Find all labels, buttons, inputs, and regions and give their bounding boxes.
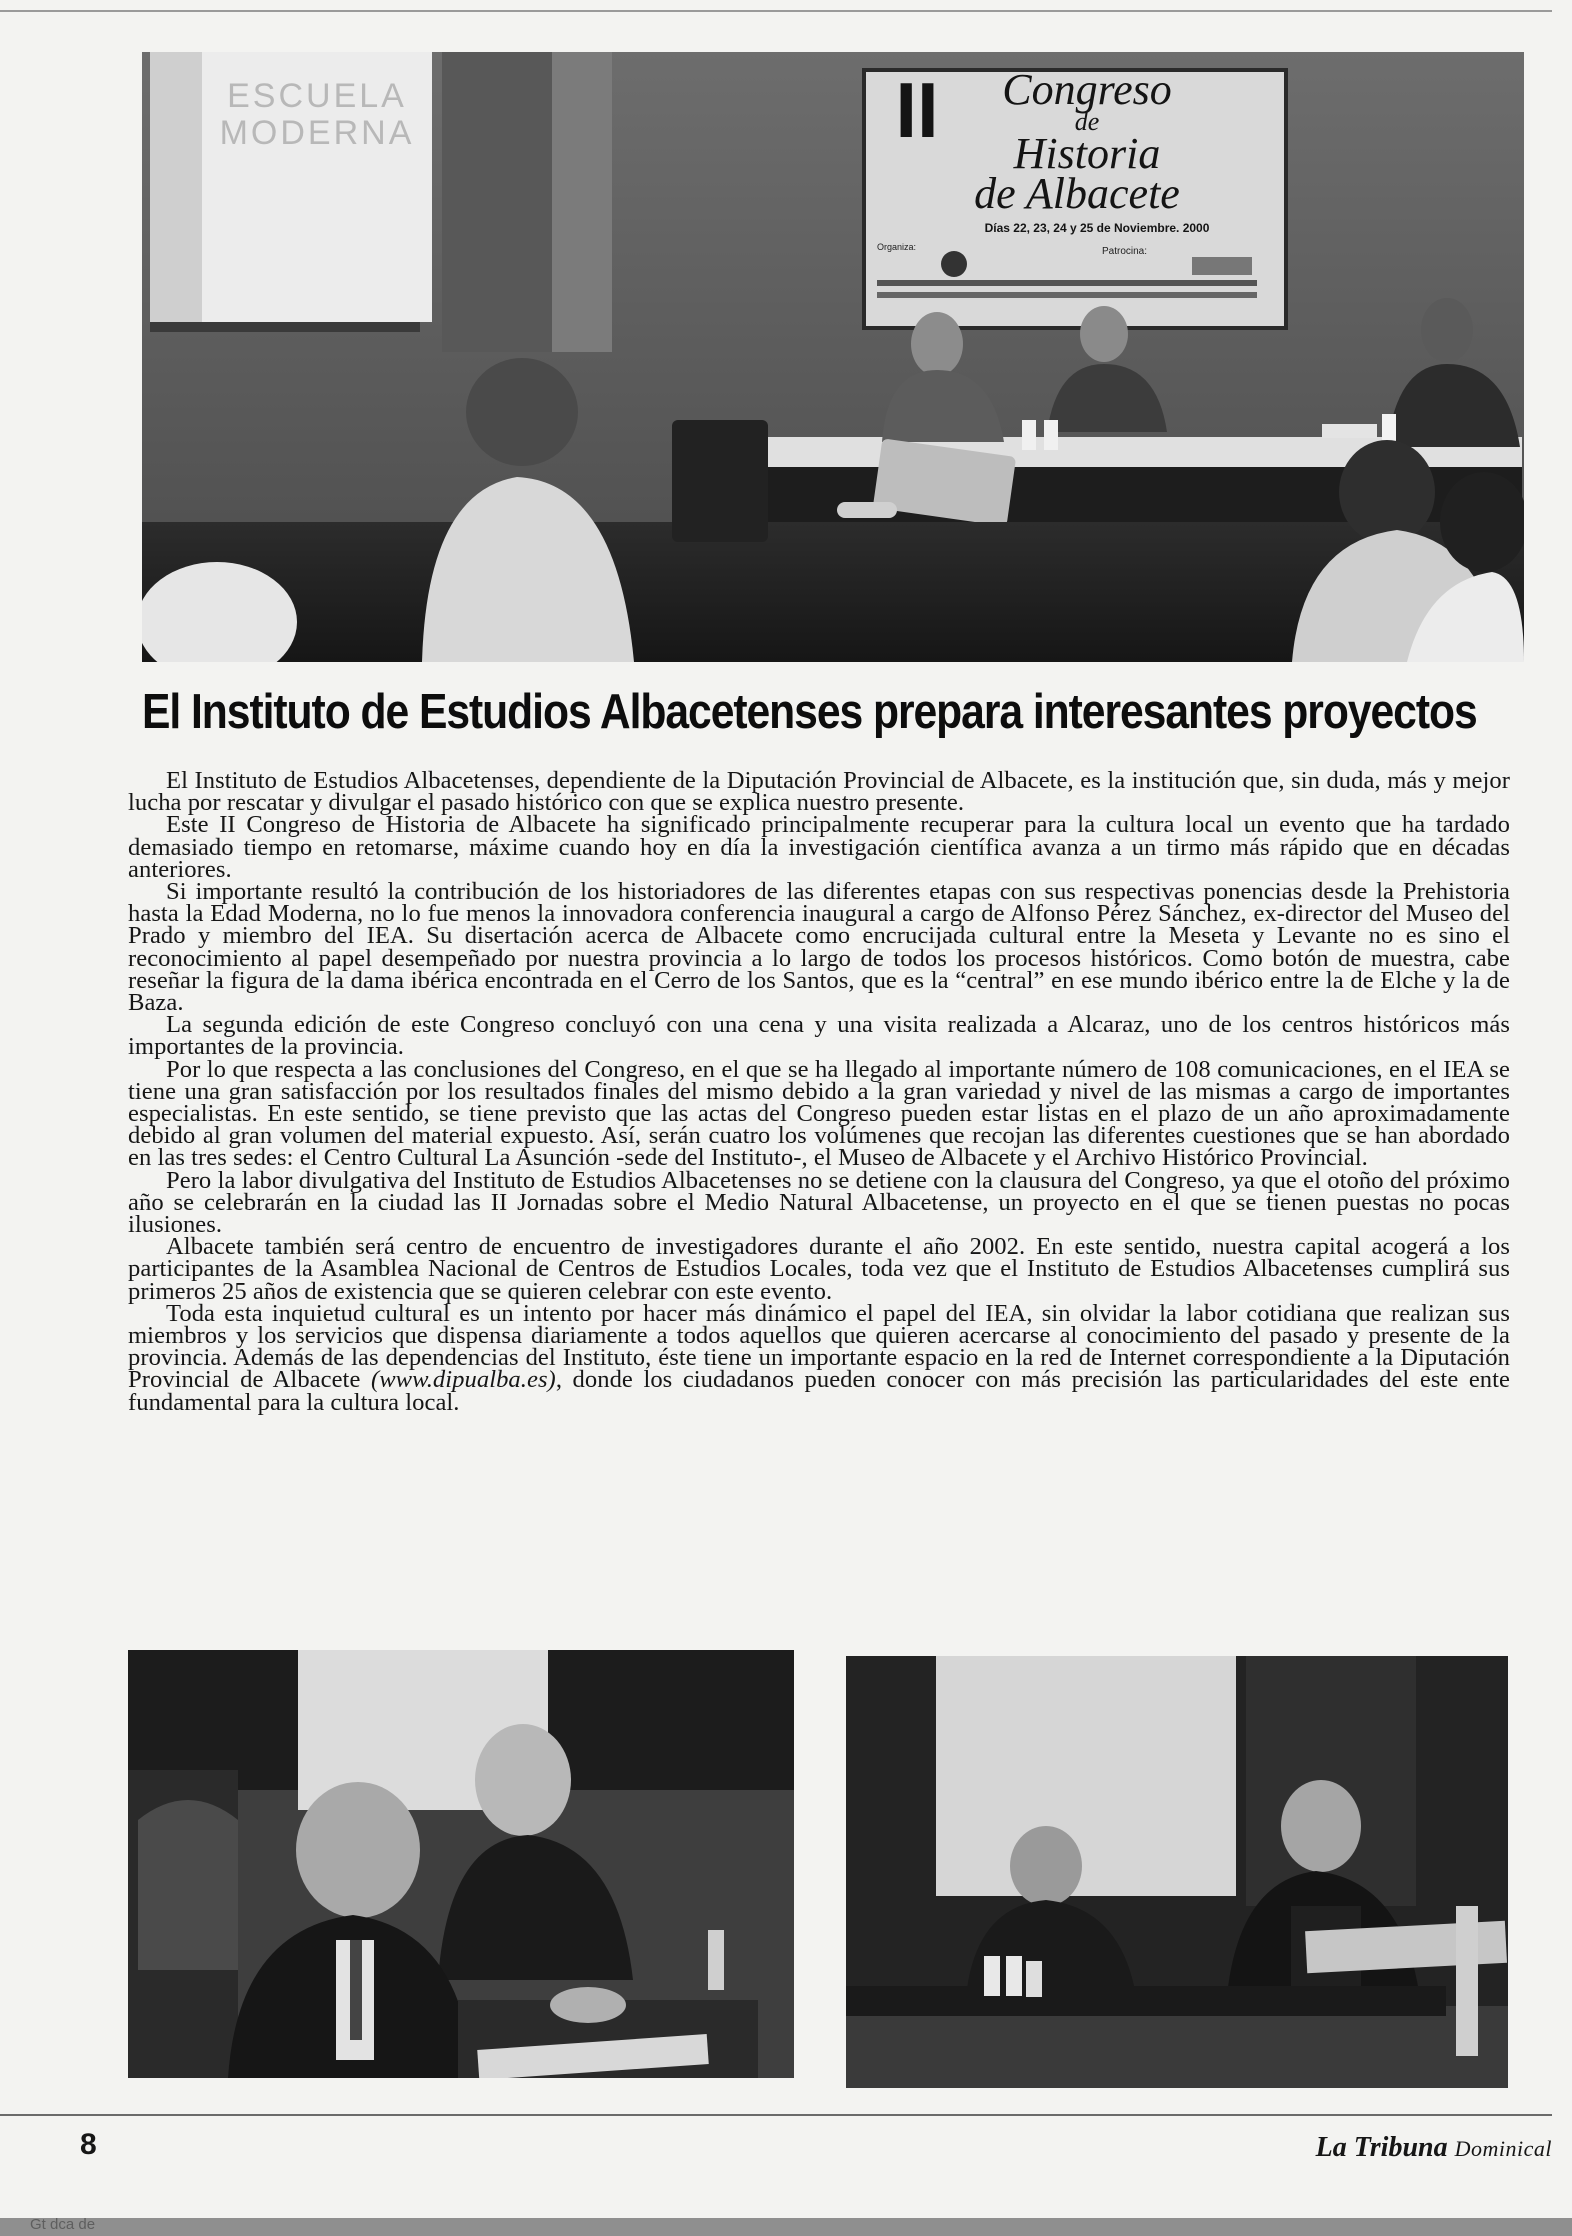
congress-photo-drawing <box>142 52 1524 662</box>
publication-name: La Tribuna <box>1315 2132 1448 2163</box>
screen-text-2: MODERNA <box>219 114 415 152</box>
article-paragraph: El Instituto de Estudios Albacetenses, dependiente de la Diputación Provincial de Albacete, es la institución que, sin duda, más y mejor lucha por rescatar y divulgar el pasado histórico con que se explica nuestro presente. <box>128 767 1510 817</box>
article-text: Toda esta inquietud cultural es un intento por hacer más dinámico el papel del IEA, sin olvidar la labor cotidiana que realizan sus miembros y los servicios que dispensa diariamente a todos aquellos que quieren acercarse al conocimiento del pasado y presente de la provincia. Además de las dependencias del Instituto, éste tiene un importante espacio en la red de Internet correspondiente a la Diputación Provincial de Albacete <box>128 1299 1510 1394</box>
scan-edge <box>0 2218 1572 2236</box>
website-reference: (www.dipualba.es) <box>370 1366 556 1394</box>
speakers-photo-left <box>128 1650 794 2078</box>
screen-text-1: ESCUELA <box>227 77 407 115</box>
article-paragraph: La segunda edición de este Congreso concluyó con una cena y una visita realizada a Alcaraz, uno de los centros históricos más importantes de la provincia. <box>128 1011 1510 1061</box>
article-paragraph: Por lo que respecta a las conclusiones del Congreso, en el que se ha llegado al importante número de 108 comunicaciones, en el IEA se tiene una gran satisfacción por los resultados finales del mismo debido a la gran variedad y nivel de las mismas a cargo de importantes especialistas. En este sentido, se tiene previsto que las actas del Congreso pueden estar listas en el plazo de un año aproximadamente debido al gran volumen del material expuesto. Así, serán cuatro los volúmenes que recojan las diferentes cuestiones que se han abordado en las tres sedes: el Centro Cultural La Asunción -sede del Instituto-, el Museo de Albacete y el Archivo Histórico Provincial. <box>128 1055 1510 1172</box>
congress-photo <box>142 52 1524 662</box>
article-paragraph: Si importante resultó la contribución de los historiadores de las diferentes etapas con sus respectivas ponencias desde la Prehistoria hasta la Edad Moderna, no lo fue menos la innovadora conferencia inaugural a cargo de Alfonso Pérez Sánchez, ex-director del Museo del Prado y miembro del IEA. Su disertación acerca de Albacete como encrucijada cultural entre la Meseta y Levante no es sino el reconocimiento al papel desempeñado por nuestra provincia a lo largo de todos los procesos históricos. Como botón de muestra, cabe reseñar la figura de la dama ibérica encontrada en el Cerro de los Santos, que es la “central” en ese mundo ibérico entre la de Elche y la de Baza. <box>128 878 1510 1017</box>
publication-masthead <box>1316 2130 1552 2167</box>
speakers-photo-right <box>846 1656 1508 2088</box>
footer-rule <box>0 2114 1552 2116</box>
article-text: , donde los ciudadanos pueden conocer con más precisión las particularidades del este ente fundamental para la cultura local. <box>128 1366 1510 1416</box>
article-headline: El Instituto de Estudios Albacetenses prepara interesantes proyectos <box>142 685 1477 739</box>
banner-seal-icon <box>941 251 967 277</box>
speakers-photo-right-drawing <box>846 1656 1508 2088</box>
article-paragraph: Albacete también será centro de encuentro de investigadores durante el año 2002. En este sentido, nuestra capital acogerá a los participantes de la Asamblea Nacional de Centros de Estudios Locales, toda vez que el Instituto de Estudios Albacetenses cumplirá sus primeros 25 años de existencia que se quieren celebrar con este evento. <box>128 1233 1510 1305</box>
page-number: 8 <box>80 2128 97 2161</box>
banner-line-3: Historia <box>1013 129 1161 178</box>
banner-line-1: Congreso <box>1002 65 1172 114</box>
banner-dates: Días 22, 23, 24 y 25 de Noviembre. 2000 <box>984 221 1210 235</box>
top-rule <box>0 10 1552 12</box>
article-body <box>128 767 1510 1416</box>
speakers-photo-left-drawing <box>128 1650 794 2078</box>
banner-line-2: de <box>1074 107 1100 136</box>
article-paragraph: Este II Congreso de Historia de Albacete ha significado principalmente recuperar para la cultura local un evento que ha tardado demasiado tiempo en retomarse, máxime cuando hoy en día la investigación científica avanza a un tirmo más rápido que en décadas anteriores. <box>128 811 1510 883</box>
article-paragraph-last <box>128 1299 1510 1416</box>
banner-line-4: de Albacete <box>974 169 1180 218</box>
banner-patrocina: Patrocina: <box>1102 246 1148 257</box>
article-paragraph: Pero la labor divulgativa del Instituto de Estudios Albacetenses no se detiene con la clausura del Congreso, ya que el otoño del próximo año se celebrarán en la ciudad las II Jornadas sobre el Medio Natural Albacetense, un proyecto en el que se tienen puestas no pocas ilusiones. <box>128 1166 1510 1239</box>
banner-numeral: II <box>895 66 939 154</box>
publication-supplement: Dominical <box>1454 2136 1552 2161</box>
scan-edge-text: Gt dca de <box>30 2216 96 2233</box>
banner-organiza: Organiza: <box>877 242 917 252</box>
